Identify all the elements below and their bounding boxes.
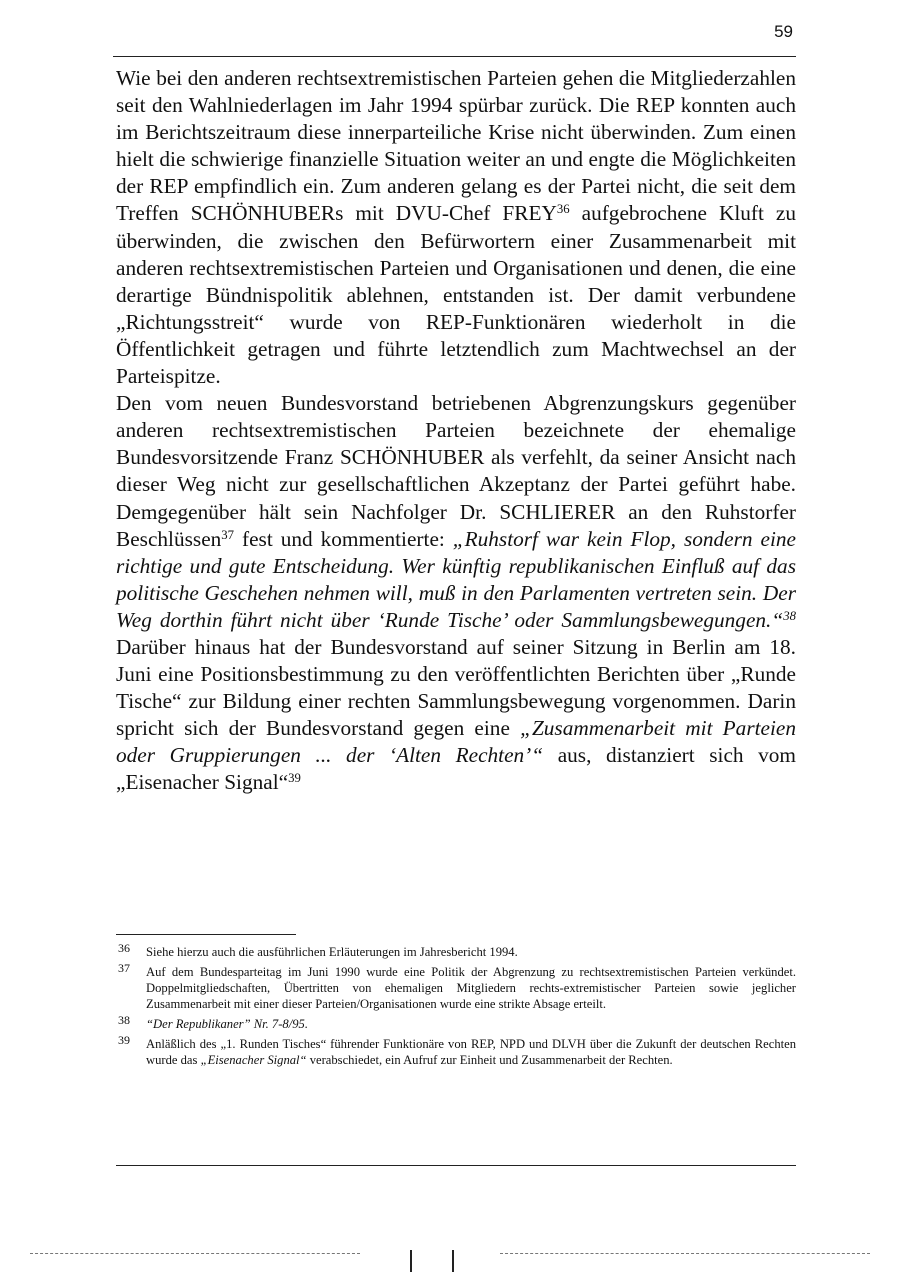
footnote-separator xyxy=(116,934,296,935)
footnote-number: 39 xyxy=(118,1033,130,1047)
footnote-39 xyxy=(116,1033,796,1068)
footnote-text: “Der Republikaner” Nr. 7-8/95. xyxy=(146,1017,308,1031)
footnote-ref-37: 37 xyxy=(221,527,235,542)
scan-tick-mark xyxy=(452,1250,454,1272)
scan-footer-marks xyxy=(0,1240,900,1274)
paragraph-1: Wie bei den anderen rechtsextremistischen Parteien gehen die Mitgliederzahlen seit den Wahlniederlagen im Jahr 1994 spürbar zurück. Die REP konnten auch im Berichtszeitraum diese innerparteiliche Krise nicht überwinden. Zum einen hielt die schwierige finanzielle Situation weiter an und engte die Möglichkeiten der REP empfindlich ein. Zum anderen gelang es der Partei nicht, die seit dem Treffen SCHÖNHUBERs mit DVU-Chef FREY$^{36}$ aufgebrochene Kluft zu überwinden, die zwischen den Befürwortern einer Zusammenarbeit mit anderen rechtsextremistischen Parteien und Organisationen und denen, die eine derartige Bündnispolitik ablehnen, entstanden ist. Der damit verbundene „Richtungsstreit“ wurde von REP-Funktionären wiederholt in die Öffentlichkeit getragen und führte letztendlich zum Machtwechsel an der Parteispitze. xyxy=(116,66,797,389)
quote-schlierer: „Ruhstorf war kein Flop, sondern eine richtige und gute Entscheidung. Wer künftig republikanischen Einfluß auf das politische Geschehen nehmen will, muß in den Parlamenten vertreten sein. Der Weg dorthin führt nicht über ‘Runde Tische’ oder Sammlungsbewegungen.“ xyxy=(116,526,796,632)
footnote-ref-39: 39 xyxy=(288,771,301,786)
footnote-text: Siehe hierzu auch die ausführlichen Erläuterungen im Jahresbericht 1994. xyxy=(146,945,518,959)
page-number: 59 xyxy=(774,22,793,41)
scan-tick-mark xyxy=(410,1250,412,1272)
header-rule xyxy=(113,56,796,57)
footnote-number: 36 xyxy=(118,941,130,955)
quote-bundesvorstand: „Zusammenarbeit mit Parteien oder Gruppierungen ... der ‘Alten Rechten’“ xyxy=(116,716,797,768)
footnotes xyxy=(116,941,796,1072)
bottom-rule xyxy=(116,1165,796,1166)
footnote-number: 37 xyxy=(118,961,130,975)
footnote-38 xyxy=(116,1013,796,1032)
footnote-ref-38: 38 xyxy=(783,608,796,623)
footnote-ref-36: 36 xyxy=(556,202,570,217)
footnote-36 xyxy=(116,941,796,960)
footnote-37 xyxy=(116,961,796,1012)
footnote-text: Auf dem Bundesparteitag im Juni 1990 wurde eine Politik der Abgrenzung zu rechtsextremistischen Parteien verkündet. Doppelmitgliedschaften, Übertritten von ehemaligen Mitgliedern rechts-extremistischer Parteien sowie jeglicher Zusammenarbeit mit einer dieser Parteien/Organisationen wurde eine strikte Absage erteilt. xyxy=(146,965,796,1011)
scan-dash-left xyxy=(30,1253,360,1254)
paragraph-2: Den vom neuen Bundesvorstand betriebenen Abgrenzungskurs gegenüber anderen rechtsextremistischen Parteien bezeichnete der ehemalige Bundesvorsitzende Franz SCHÖNHUBER als verfehlt, da seiner Ansicht nach dieser Weg nicht zur gesellschaftlichen Akzeptanz der Partei geführt habe. Demgegenüber hält sein Nachfolger Dr. SCHLIERER an den Ruhstorfer Beschlüssen$^{37}$ fest und kommentierte: „Ruhstorf war kein Flop, sondern eine richtige und gute Entscheidung. Wer künftig republikanischen Einfluß auf das politische Geschehen nehmen will, muß in den Parlamenten vertreten sein. Der Weg dorthin führt nicht über ‘Runde Tische’ oder Sammlungsbewegungen.“$^{38}$ Darüber hinaus hat der Bundesvorstand auf seiner Sitzung in Berlin am 18. Juni eine Positionsbestimmung zu den veröffentlichten Berichten über „Runde Tische“ zur Bildung einer rechten Sammlungsbewegung vorgenommen. Darin spricht sich der Bundesvorstand gegen eine „Zusammenarbeit mit Parteien oder Gruppierungen ... der ‘Alten Rechten’“ aus, distanziert sich vom „Eisenacher Signal“$^{39}$ xyxy=(116,391,797,795)
footnote-number: 38 xyxy=(118,1013,130,1027)
body-text xyxy=(116,65,796,797)
footnote-text: Anläßlich des „1. Runden Tisches“ führender Funktionäre von REP, NPD und DLVH über die Zukunft der deutschen Rechten wurde das „Eisenacher Signal“ verabschiedet, ein Aufruf zur Einheit und Zusammenarbeit der Rechten. xyxy=(146,1037,796,1067)
scan-dash-right xyxy=(500,1253,870,1254)
